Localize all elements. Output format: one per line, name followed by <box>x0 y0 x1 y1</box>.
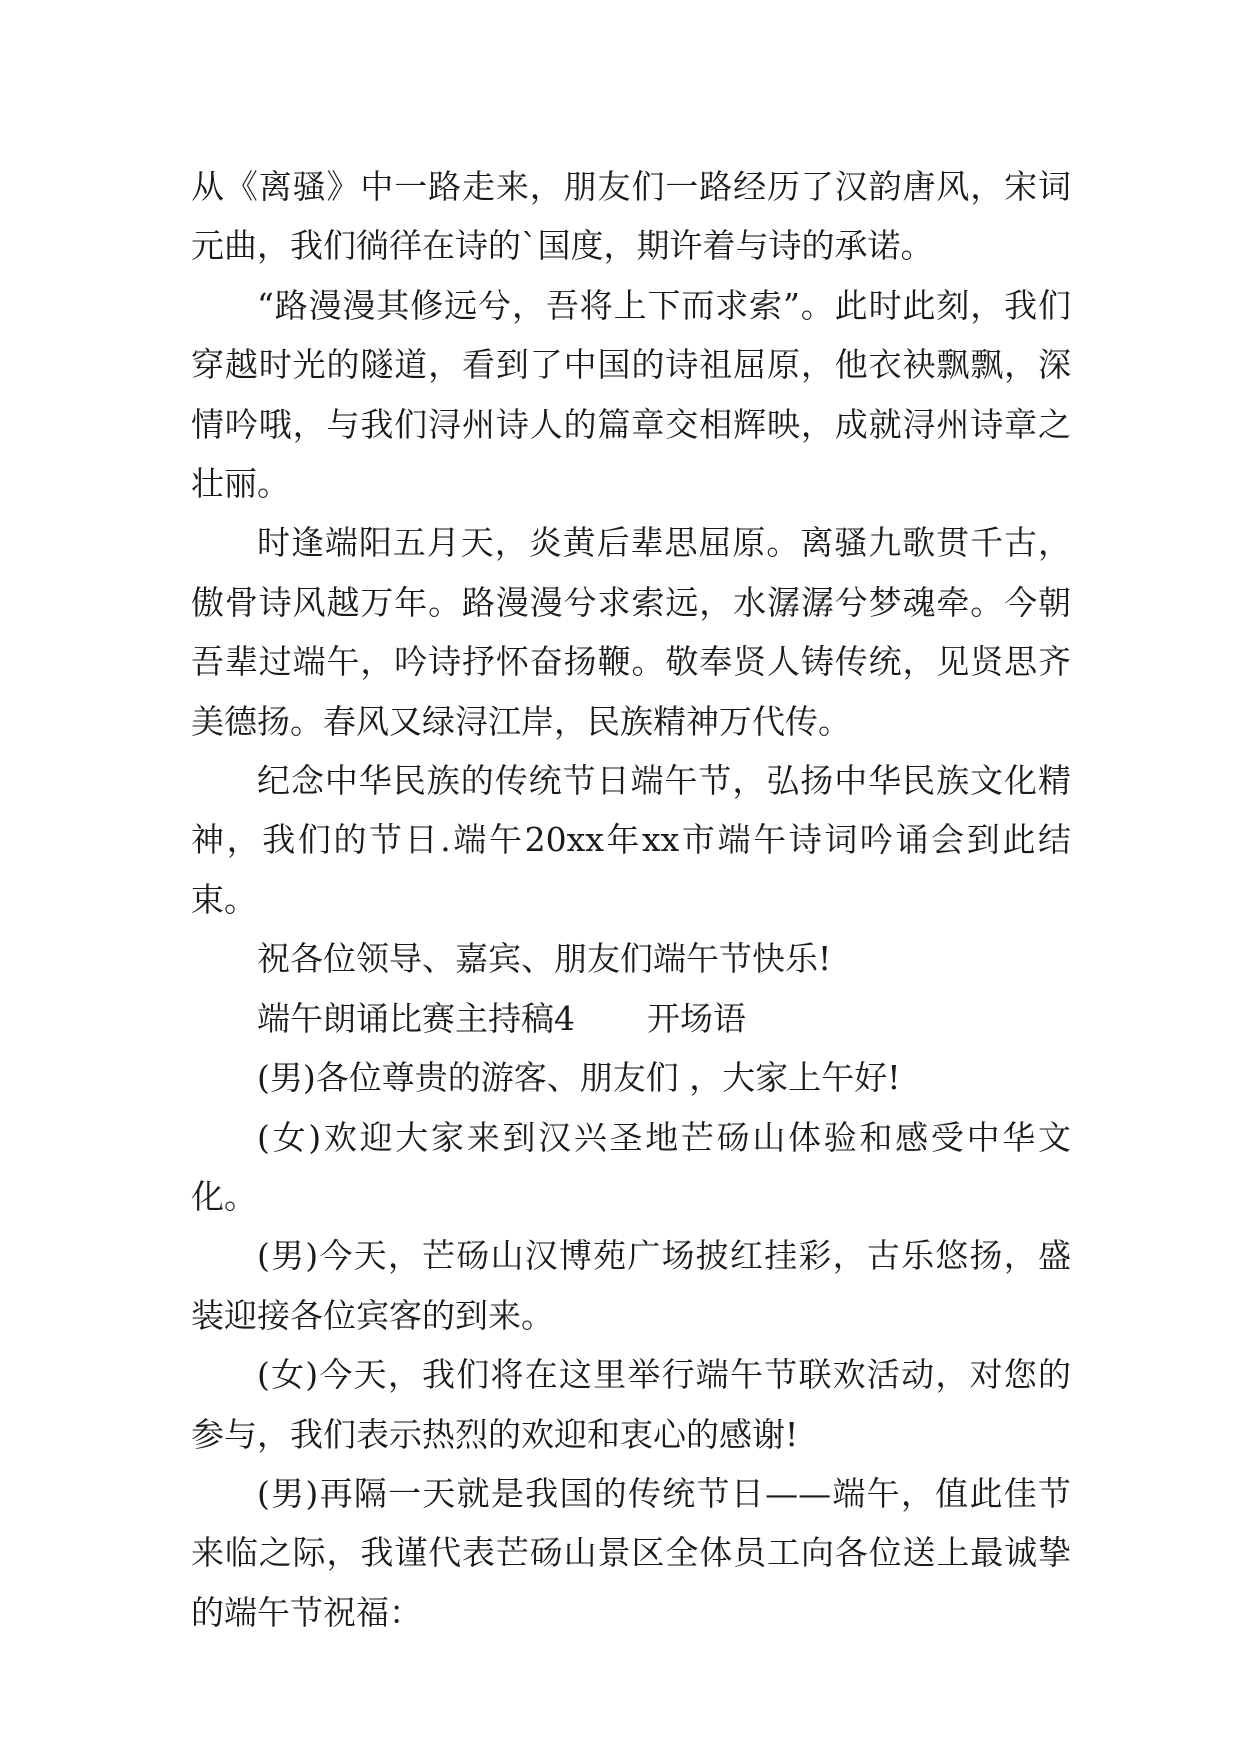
paragraph: 从《离骚》中一路走来，朋友们一路经历了汉韵唐风，宋词元曲，我们徜徉在诗的`国度，期许着与诗的承诺。 <box>191 167 1071 266</box>
section-title: 端午朗诵比赛主持稿4 <box>257 998 575 1038</box>
section-heading <box>191 989 1071 1048</box>
dialogue-line: (男)今天，芒砀山汉博苑广场披红挂彩，古乐悠扬，盛装迎接各位宾客的到来。 <box>191 1236 1071 1335</box>
dialogue-line: (女)欢迎大家来到汉兴圣地芒砀山体验和感受中华文化。 <box>191 1117 1071 1216</box>
paragraph: 时逢端阳五月天，炎黄后辈思屈原。离骚九歌贯千古，傲骨诗风越万年。路漫漫兮求索远，水潺潺兮梦魂牵。今朝吾辈过端午，吟诗抒怀奋扬鞭。敬奉贤人铸传统，见贤思齐美德扬。春风又绿浔江岸，民族精神万代传。 <box>191 523 1071 741</box>
dialogue-line: (女)今天，我们将在这里举行端午节联欢活动，对您的参与，我们表示热烈的欢迎和衷心的感谢! <box>191 1355 1071 1454</box>
section-subtitle: 开场语 <box>647 998 746 1038</box>
dialogue-line: (男)各位尊贵的游客、朋友们 ，大家上午好! <box>257 1058 901 1098</box>
dialogue-line: (男)再隔一天就是我国的传统节日——端午，值此佳节来临之际，我谨代表芒砀山景区全体员工向各位送上最诚挚的端午节祝福： <box>191 1473 1071 1632</box>
paragraph: 祝各位领导、嘉宾、朋友们端午节快乐! <box>257 939 832 979</box>
paragraph: “路漫漫其修远兮，吾将上下而求索”。此时此刻，我们穿越时光的隧道，看到了中国的诗祖屈原，他衣袂飘飘，深情吟哦，与我们浔州诗人的篇章交相辉映，成就浔州诗章之壮丽。 <box>191 285 1071 504</box>
document-body <box>191 157 1071 1642</box>
paragraph: 纪念中华民族的传统节日端午节，弘扬中华民族文化精神，我们的节日.端午20xx年xx市端午诗词吟诵会到此结束。 <box>191 761 1071 919</box>
